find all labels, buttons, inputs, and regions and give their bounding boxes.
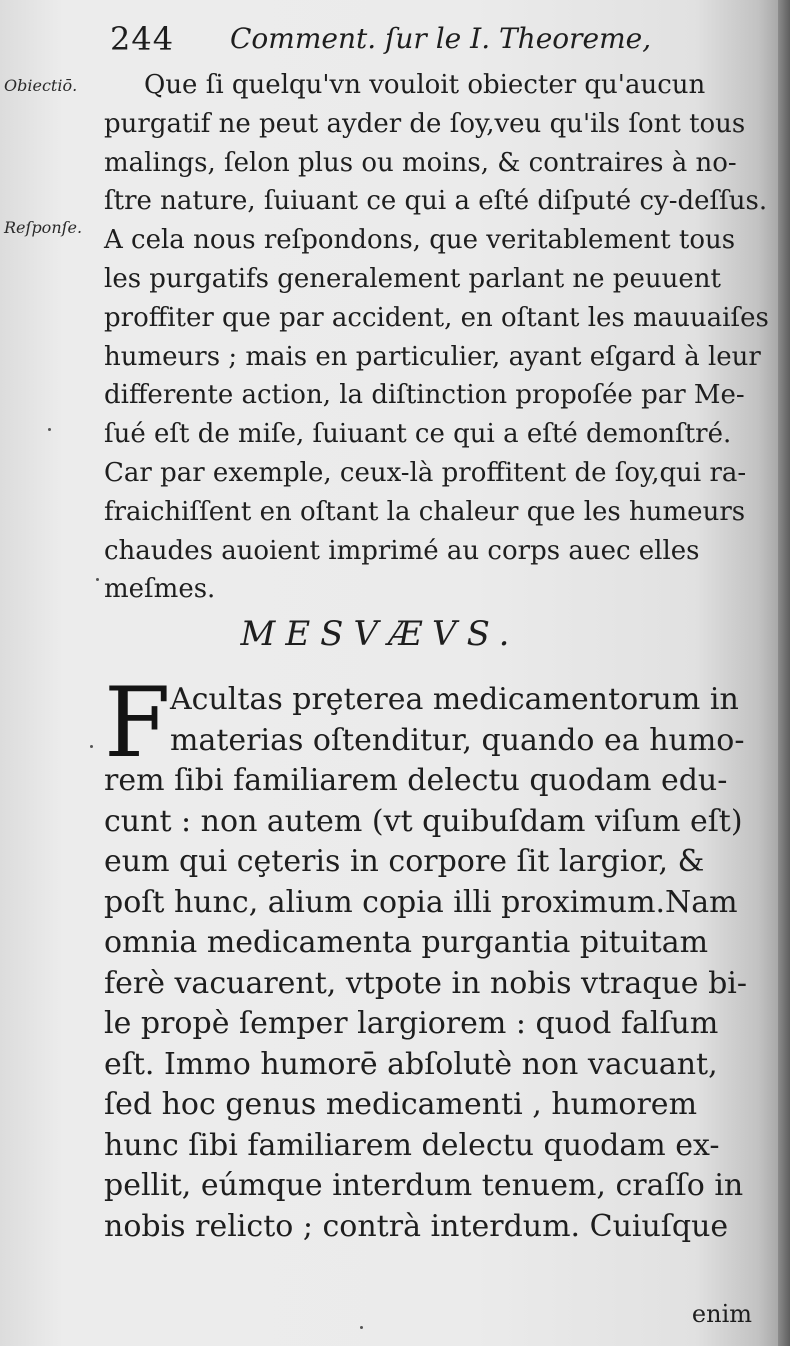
ink-speck [48,428,51,431]
text-line: purgatif ne peut ayder de ſoy,veu qu'ils ſont tous [104,108,746,139]
text-line: les purgatifs generalement parlant ne peuuent [104,263,721,294]
text-line: differente action, la diſtinction propoſée par Me- [104,380,745,411]
text-line: materias oſtenditur, quando ea humo- [170,722,745,758]
page-edge-shadow [778,0,790,1346]
ink-speck [90,745,93,748]
text-line: chaudes auoient imprimé au corps auec elles [104,535,700,566]
margin-note-response: Reſponſe. [4,218,83,237]
text-line: nobis relicto ; contrà interdum. Cuiuſque [104,1208,729,1244]
text-line: Que ſi quelqu'vn vouloit obiecter qu'aucun [144,70,706,100]
margin-note-objection: Obiectiō. [4,76,78,95]
text-line: le propè ſemper largiorem : quod falſum [104,1006,719,1041]
text-line: cunt : non autem (vt quibuſdam viſum eſt) [104,803,743,839]
latin-passage [104,667,754,1247]
running-title: Comment. ſur le I. Theoreme, [230,22,652,55]
french-commentary [104,66,769,609]
drop-capital: F [104,667,171,779]
text-line: ſed hoc genus medicamenti , humorem [104,1087,698,1122]
catchword: enim [691,1300,752,1328]
page-header [110,18,750,62]
text-line: poſt hunc, alium copia illi proximum.Nam [104,884,738,920]
text-line: fraichiſſent en oſtant la chaleur que les humeurs [104,496,746,527]
text-line: proffiter que par accident, en oſtant les mauuaiſes [104,302,769,333]
text-line: ferè vacuarent, vtpote in nobis vtraque bi- [104,965,748,1001]
text-line: pellit, eúmque interdum tenuem, craſſo in [104,1168,744,1203]
text-line: A cela nous reſpondons, que veritablement tous [104,225,736,256]
text-line: hunc ſibi familiarem delectu quodam ex- [104,1127,720,1163]
text-line: malings, ſelon plus ou moins, & contraires à no- [104,147,737,178]
section-heading: MESVÆVS. [240,614,520,654]
text-line: omnia medicamenta purgantia pituitam [104,925,709,960]
text-line: rem ſibi familiarem delectu quodam edu- [104,763,728,798]
ink-speck [96,578,99,581]
text-line: eum qui cȩteris in corpore ſit largior, & [104,844,705,879]
ink-speck [360,1326,363,1329]
page-number: 244 [110,20,175,58]
text-line: eſt. Immo humorē abſolutè non vacuant, [104,1046,718,1082]
text-line: Car par exemple, ceux-là proffitent de ſoy,qui ra- [104,457,747,488]
text-line: ſué eſt de miſe, ſuiuant ce qui a eſté demonſtré. [104,419,732,450]
text-line: ſtre nature, ſuiuant ce qui a eſté diſputé cy-deſſus. [104,186,768,217]
text-line: humeurs ; mais en particulier, ayant eſgard à leur [104,341,761,372]
text-line: Acultas prȩterea medicamentorum in [170,682,739,717]
text-line: meſmes. [104,574,216,605]
